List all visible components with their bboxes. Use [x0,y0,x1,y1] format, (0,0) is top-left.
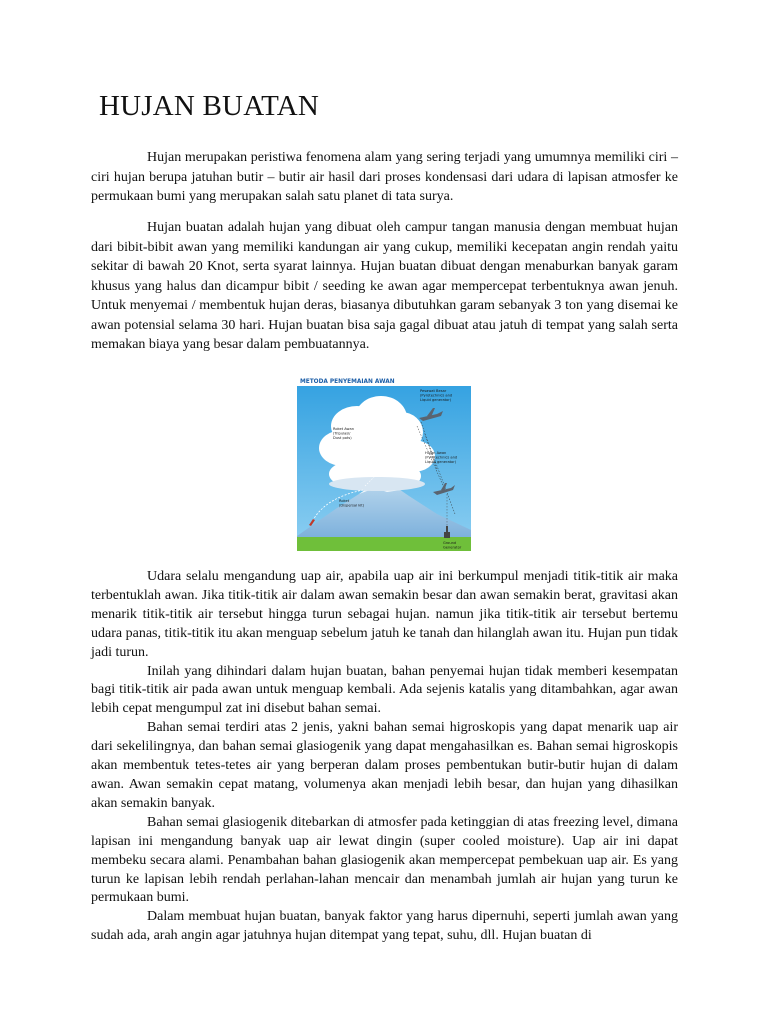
label-plane-top-3: Liquid generator) [420,398,452,402]
label-plane-top-1: Pesawat Besar [420,389,447,393]
body-text [91,568,678,946]
label-rocket-upper-3: Dust pots) [333,436,352,440]
body-paragraph-1: Udara selalu mengandung uap air, apabila uap air ini berkumpul menjadi titik-titik air maka terbentuklah awan. Jika titik-titik air dalam awan semakin besar dan awan semakin berat, gravitasi akan menarik titik-titik air tersebut hingga turun sebagai hujan. namun jika titik-titik air tersebut bertemu udara panas, titik-titik itu akan menguap sebelum jatuh ke tanah dan hilanglah awan itu. Hujan pun tidak jadi turun. [91,569,678,660]
label-plane-mid-2: (Pyrotechnics and [425,455,458,460]
label-plane-top-2: (Pyrotechnics and [420,393,453,398]
cloud-seeding-figure [297,374,471,551]
label-rocket-upper-2: (Tripulasi/ [333,431,351,436]
intro-paragraph-1: Hujan merupakan peristiwa fenomena alam yang sering terjadi yang umumnya memiliki ciri – ciri hujan berupa jatuhan butir – butir air hasil dari proses kondensasi dari udara di lapisan atmosfer ke permukaan bumi yang merupakan salah satu planet di tata surya. [91,150,678,204]
intro-paragraph-2: Hujan buatan adalah hujan yang dibuat oleh campur tangan manusia dengan membuat hujan dari bibit-bibit awan yang memiliki kandungan air yang cukup, memiliki kecepatan angin rendah yaitu sekitar di bawah 20 Knot, serta syarat lainnya. Hujan buatan dibuat dengan menaburkan banyak garam khusus yang halus dan dicampur bibit / seeding ke awan agar mempercepat terbentuknya awan jenuh. Untuk menyemai / membentuk hujan deras, biasanya dibutuhkan garam sebanyak 3 ton yang disemai ke awan potensial selama 30 hari. Hujan buatan bisa saja gagal dibuat atau jatuh di tempat yang salah serta memakan biaya yang besar dalam pembuatannya. [91,220,678,352]
label-ground-2: Generator [443,545,462,550]
figure-title: METODA PENYEMAIAN AWAN [300,379,395,385]
body-paragraph-4: Bahan semai glasiogenik ditebarkan di atmosfer pada ketinggian di atas freezing level, dimana lapisan ini mengandung banyak uap air lewat dingin (super cooled moisture). Uap air ini dapat membeku secara alami. Penambahan bahan glasiogenik akan mempercepat pembekuan uap air. Es yang turun ke lapisan lebih rendah perlahan-lahan mencair dan menambah jumlah air hujan yang turun ke permukaan bumi. [91,814,678,906]
body-paragraph-2: Inilah yang dihindari dalam hujan buatan, bahan penyemai hujan tidak memberi kesempatan bagi titik-titik air pada awan untuk menguap kembali. Ada sejenis katalis yang ditambahkan, agar awan lebih cepat mengumpul zat ini disebut bahan semai. [91,663,678,717]
label-plane-mid-3: Liquid generator) [425,460,457,464]
body-paragraph-5: Dalam membuat hujan buatan, banyak faktor yang harus dipernuhi, seperti jumlah awan yang sudah ada, arah angin agar jatuhnya hujan ditempat yang tepat, suhu, dll. Hujan buatan di [91,909,678,944]
document-title: HUJAN BUATAN [99,90,319,122]
body-paragraph-3: Bahan semai terdiri atas 2 jenis, yakni bahan semai higroskopis yang dapat menarik uap air dari sekelilingnya, dan bahan semai glasiogenik yang dapat mengahasilkan es. Bahan semai higroskopis akan membentuk tetes-tetes air yang berperan dalam proses pembentukan butir-butir hujan di dalam awan. Awan semakin cepat matang, volumenya akan menjadi lebih besar, dan hujan yang dihasilkan akan semakin banyak. [91,720,678,811]
label-rocket-lower-1: Roket [339,499,350,503]
label-rocket-upper-1: Roket Awan [333,427,354,431]
label-plane-mid-1: Hujan Awan [425,451,447,455]
label-ground-1: Ground [443,541,457,545]
label-rocket-lower-2: (Dispersal kit) [339,503,365,508]
